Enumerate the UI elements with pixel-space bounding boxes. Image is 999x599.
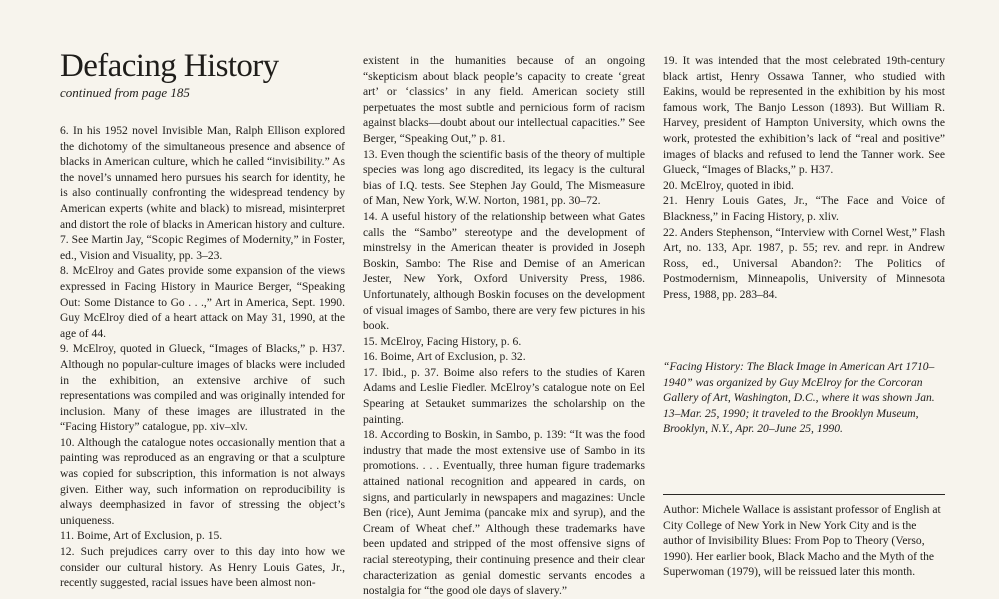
notes-column-2 [363,53,645,599]
footnote-20: 20. McElroy, quoted in ibid. [663,178,794,192]
footnote-21: 21. Henry Louis Gates, Jr., “The Face and Voice of Blackness,” in Facing History, p. xliv. [663,194,945,223]
article-title: Defacing History [60,48,279,84]
footnote-10: 10. Although the catalogue notes occasionally mention that a painting was reproduced as an engraving or that a sculpture was copied for subscription, this information is not always given. Either way, such information on reproducibility is always deemphasized in favor of stressing the object’s uniqueness. [60,435,345,527]
footnote-6: 6. In his 1952 novel Invisible Man, Ralph Ellison explored the dichotomy of the simultaneous presence and absence of blacks in American culture, which he called “invisibility.” As the novel’s unnamed hero pursues his search for identity, he is also continually confronting the widespread tendency by American experts (white and black) to misread, misinterpret and distort the role of blacks in American history and culture. [60,124,345,231]
notes-column-3 [663,53,945,303]
footnote-13: 13. Even though the scientific basis of the theory of multiple species was long ago discredited, its legacy is the cultural bias of I.Q. tests. See Stephen Jay Gould, The Mismeasure of Man, New York, W.W. Norton, 1981, pp. 30–72. [363,147,645,208]
footnote-18: 18. According to Boskin, in Sambo, p. 139: “It was the food industry that made the most extensive use of Sambo in its promotions. . . . Eventually, three human figure trademarks attained national recognition and appeared in cards, on signs, and particularly in newspapers and magazines: Uncle Ben (rice), Aunt Jemima (pancake mix and syrup), and the Cream of Wheat chef.” Although these trademarks have been updated and stripped of the most offensive signs of racial stereotyping, their continuing presence and their clear characterization as genial domestic servants encodes a nostalgia for “the good ole days of slavery.” [363,428,645,598]
exhibition-credit: “Facing History: The Black Image in American Art 1710–1940” was organized by Guy McElroy for the Corcoran Gallery of Art, Washington, D.C., where it was shown Jan. 13–Mar. 25, 1990; it traveled to the Brooklyn Museum, Brooklyn, N.Y., Apr. 20–June 25, 1990. [663,360,935,436]
divider-rule [663,494,945,495]
footnote-12: 12. Such prejudices carry over to this day into how we consider our cultural history. As Henry Louis Gates, Jr., recently suggested, racial issues have been almost non- [60,545,345,590]
footnote-14: 14. A useful history of the relationship between what Gates calls the “Sambo” stereotype and the development of minstrelsy in the American theater is provided in Joseph Boskin, Sambo: The Rise and Demise of an American Jester, New York, Oxford University Press, 1986. Unfortunately, although Boskin focuses on the development of visual images of Sambo, there are very few pictures in his book. [363,209,645,333]
footnote-9: 9. McElroy, quoted in Glueck, “Images of Blacks,” p. H37. Although no popular-culture images of blacks were included in the exhibition, an extensive archive of such representations was compiled and was originally intended for inclusion. Many of these images are illustrated in the “Facing History” catalogue, pp. xiv–xlv. [60,342,345,434]
author-bio: Author: Michele Wallace is assistant professor of English at City College of New York in New York City and is the author of Invisibility Blues: From Pop to Theory (Verso, 1990). Her earlier book, Black Macho and the Myth of the Superwoman (1979), will be reissued later this month. [663,503,941,579]
footnote-17: 17. Ibid., p. 37. Boime also refers to the studies of Karen Adams and Leslie Fiedler. McElroy’s catalogue note on Eel Spearing at Setauket summarizes the scholarship on the painting. [363,365,645,426]
footnote-22: 22. Anders Stephenson, “Interview with Cornel West,” Flash Art, no. 133, Apr. 1987, p. 55; rev. and repr. in Andrew Ross, ed., Universal Abandon?: The Politics of Postmodernism, Minneapolis, University of Minnesota Press, 1988, pp. 283–84. [663,225,945,301]
continued-from-line: continued from page 185 [60,85,190,100]
footnote-8: 8. McElroy and Gates provide some expansion of the views expressed in Facing History in Maurice Berger, “Speaking Out: Some Distance to Go . . .,” Art in America, Sept. 1990. Guy McElroy died of a heart attack on May 31, 1990, at the age of 44. [60,264,345,340]
footnote-15: 15. McElroy, Facing History, p. 6. [363,334,522,348]
footnote-16: 16. Boime, Art of Exclusion, p. 32. [363,350,526,364]
footnote-7: 7. See Martin Jay, “Scopic Regimes of Modernity,” in Foster, ed., Vision and Visuality, pp. 3–23. [60,233,345,262]
footnote-12-continued: existent in the humanities because of an ongoing “skepticism about black people’s capacity to create ‘great art’ or ‘classics’ in any field. American society still perpetuates the most subtle and pernicious form of racism against blacks—doubt about our intellectual capacities.” See Berger, “Speaking Out,” p. 81. [363,54,645,145]
footnote-19: 19. It was intended that the most celebrated 19th-century black artist, Henry Ossawa Tanner, who studied with Eakins, would be represented in the exhibition by his most famous work, The Banjo Lesson (1893). But William R. Harvey, president of Hampton University, which owns the work, protested the exhibition’s lack of “real and positive” images of blacks and refused to lend the Tanner work. See Glueck, “Images of Blacks,” p. H37. [663,54,945,177]
footnote-11: 11. Boime, Art of Exclusion, p. 15. [60,529,223,543]
